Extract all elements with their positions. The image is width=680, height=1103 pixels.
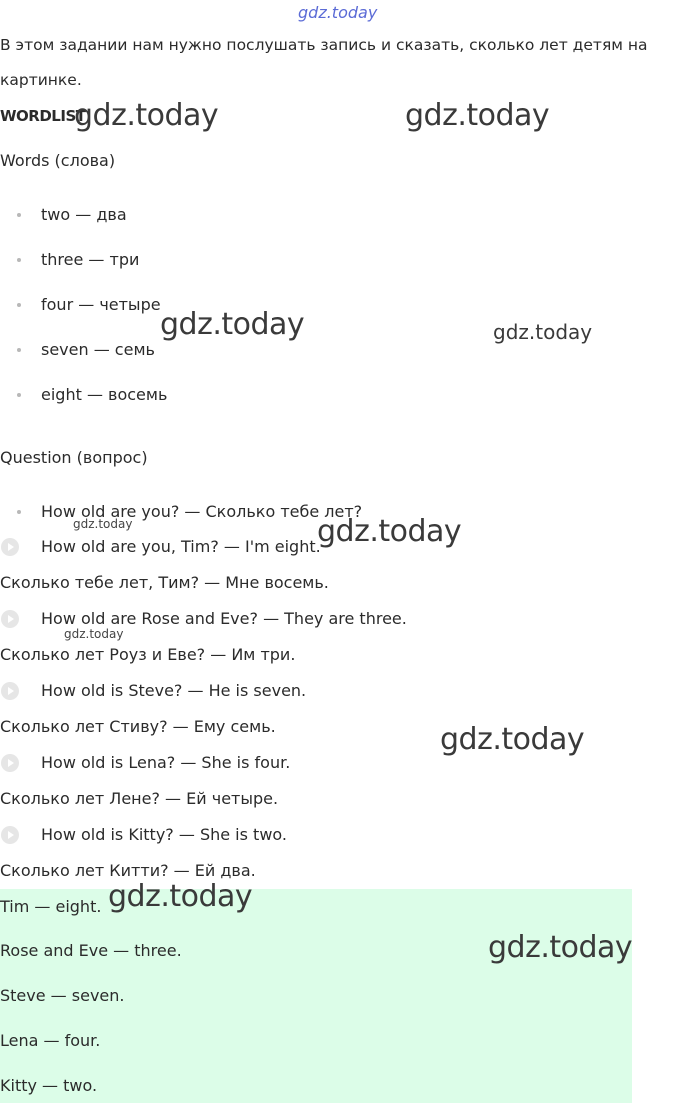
watermark-top: gdz.today <box>298 3 378 22</box>
dialogue-en: How old is Kitty? — She is two. <box>41 825 287 844</box>
watermark: gdz.today <box>108 879 253 914</box>
answer-line: Steve — seven. <box>0 986 125 1005</box>
watermark: gdz.today <box>488 930 633 965</box>
watermark: gdz.today <box>440 722 585 757</box>
dialogue-ru: Сколько лет Роуз и Еве? — Им три. <box>0 645 296 664</box>
watermark: gdz.today <box>405 98 550 133</box>
dialogue-en: How old are you, Tim? — I'm eight. <box>41 537 321 556</box>
intro-line-2: картинке. <box>0 71 82 89</box>
list-item: eight — восемь <box>41 385 168 404</box>
play-icon[interactable] <box>1 682 19 700</box>
dialogue-ru: Сколько тебе лет, Тим? — Мне восемь. <box>0 573 329 592</box>
bullet-icon <box>17 510 21 514</box>
question-heading: Question (вопрос) <box>0 448 148 467</box>
wordlist-label: WORDLIST <box>0 107 86 125</box>
dialogue-en: How old are Rose and Eve? — They are three. <box>41 609 407 628</box>
intro-line-1: В этом задании нам нужно послушать запись и сказать, сколько лет детям на <box>0 36 648 54</box>
dialogue-ru: Сколько лет Стиву? — Ему семь. <box>0 717 276 736</box>
list-item: four — четыре <box>41 295 161 314</box>
bullet-icon <box>17 348 21 352</box>
watermark: gdz.today <box>74 98 219 133</box>
bullet-icon <box>17 213 21 217</box>
watermark: gdz.today <box>493 320 593 344</box>
words-heading: Words (слова) <box>0 151 116 170</box>
play-icon[interactable] <box>1 826 19 844</box>
answer-line: Kitty — two. <box>0 1076 98 1095</box>
answer-line: Lena — four. <box>0 1031 101 1050</box>
play-icon[interactable] <box>1 610 19 628</box>
answer-line: Tim — eight. <box>0 897 102 916</box>
bullet-icon <box>17 258 21 262</box>
watermark: gdz.today <box>317 514 462 549</box>
dialogue-en: How old is Lena? — She is four. <box>41 753 291 772</box>
question-item: How old are you? — Сколько тебе лет? <box>41 502 363 521</box>
watermark: gdz.today <box>64 627 124 641</box>
play-icon[interactable] <box>1 538 19 556</box>
list-item: three — три <box>41 250 140 269</box>
answer-line: Rose and Eve — three. <box>0 941 182 960</box>
list-item: seven — семь <box>41 340 155 359</box>
bullet-icon <box>17 303 21 307</box>
watermark: gdz.today <box>73 517 133 531</box>
dialogue-ru: Сколько лет Китти? — Ей два. <box>0 861 256 880</box>
dialogue-en: How old is Steve? — He is seven. <box>41 681 307 700</box>
dialogue-ru: Сколько лет Лене? — Ей четыре. <box>0 789 279 808</box>
watermark: gdz.today <box>160 307 305 342</box>
play-icon[interactable] <box>1 754 19 772</box>
list-item: two — два <box>41 205 127 224</box>
bullet-icon <box>17 393 21 397</box>
